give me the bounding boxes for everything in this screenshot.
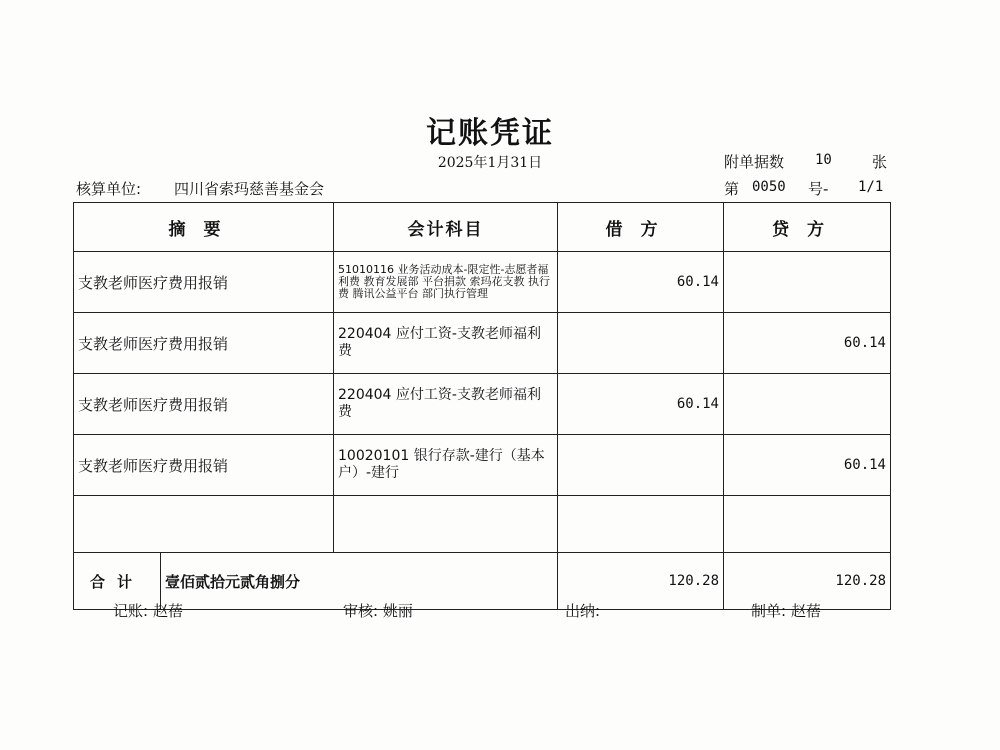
preparer-label: 制单: (751, 602, 787, 620)
accounting-unit-name: 四川省索玛慈善基金会 (174, 180, 325, 198)
table-row (74, 313, 891, 374)
empty-account-cell (334, 496, 558, 553)
preparer-name: 赵蓓 (790, 602, 821, 620)
empty-debit-cell (558, 496, 724, 553)
voucher-number-suffix: 号- (808, 180, 829, 198)
row-credit (724, 252, 891, 313)
total-label: 合计 (74, 553, 161, 610)
empty-row (74, 496, 891, 553)
accounting-unit-label: 核算单位: (76, 180, 142, 198)
voucher-title: 记账凭证 (426, 116, 554, 151)
row-credit: 60.14 (724, 435, 891, 496)
table-row (74, 435, 891, 496)
empty-credit-cell (724, 496, 891, 553)
row-account: 51010116 业务活动成本-限定性-志愿者福利费 教育发展部 平台捐款 索玛花支教 执行费 腾讯公益平台 部门执行管理 (334, 252, 558, 313)
row-debit: 60.14 (558, 252, 724, 313)
bookkeeper-signature (113, 600, 183, 621)
row-debit (558, 313, 724, 374)
header-debit: 借方 (558, 203, 724, 252)
attachment-unit: 张 (872, 153, 888, 171)
row-credit (724, 374, 891, 435)
reviewer-signature (343, 600, 413, 621)
row-account: 220404 应付工资-支教老师福利费 (334, 374, 558, 435)
header-row (74, 203, 891, 252)
preparer-signature (751, 600, 821, 621)
header-summary: 摘要 (74, 203, 334, 252)
voucher-number: 0050 (752, 179, 786, 195)
row-credit: 60.14 (724, 313, 891, 374)
reviewer-label: 审核: (343, 602, 379, 620)
row-account: 10020101 银行存款-建行（基本户）-建行 (334, 435, 558, 496)
row-debit: 60.14 (558, 374, 724, 435)
cashier-label: 出纳: (565, 602, 601, 620)
header-credit: 贷方 (724, 203, 891, 252)
table-row (74, 374, 891, 435)
total-debit: 120.28 (558, 553, 724, 610)
voucher-number-prefix: 第 (724, 180, 740, 198)
voucher-table (73, 202, 891, 610)
total-credit: 120.28 (724, 553, 891, 610)
voucher-page-count: 1/1 (858, 179, 884, 195)
reviewer-name: 姚丽 (382, 602, 413, 620)
row-debit (558, 435, 724, 496)
header-account: 会计科目 (334, 203, 558, 252)
row-summary: 支教老师医疗费用报销 (74, 374, 334, 435)
row-summary: 支教老师医疗费用报销 (74, 252, 334, 313)
voucher-date: 2025年1月31日 (437, 155, 543, 171)
bookkeeper-name: 赵蓓 (152, 602, 183, 620)
row-summary: 支教老师医疗费用报销 (74, 435, 334, 496)
attachment-count: 10 (815, 152, 832, 168)
cashier-signature (565, 600, 600, 621)
bookkeeper-label: 记账: (113, 602, 149, 620)
total-amount-in-words: 壹佰贰拾元贰角捌分 (161, 553, 558, 610)
row-account: 220404 应付工资-支教老师福利费 (334, 313, 558, 374)
attachment-label: 附单据数 (724, 153, 785, 171)
table-row (74, 252, 891, 313)
row-summary: 支教老师医疗费用报销 (74, 313, 334, 374)
empty-summary-cell (74, 496, 334, 553)
